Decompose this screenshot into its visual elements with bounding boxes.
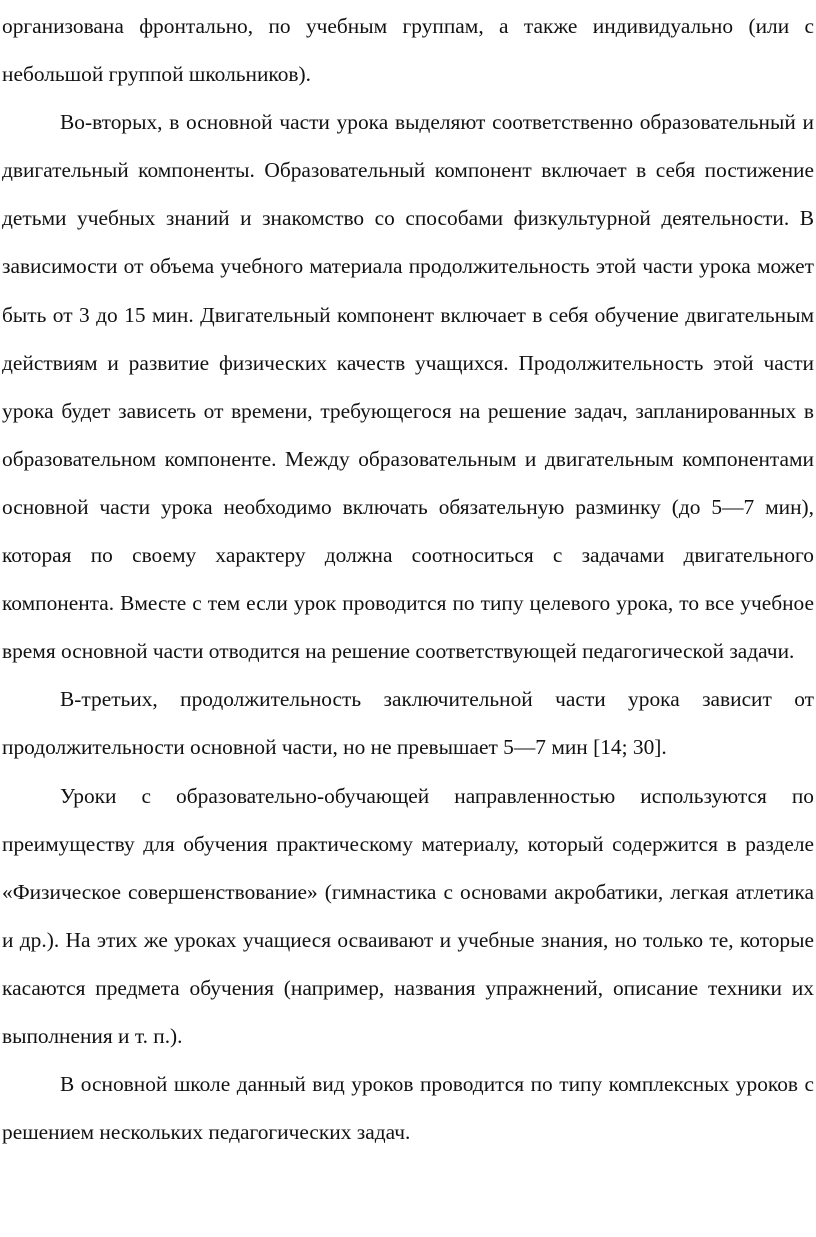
paragraph-basic-school: В основной школе данный вид уроков проводится по типу комплексных уроков с решением нескольких педагогических задач. <box>2 1072 814 1145</box>
paragraph-lesson-types: Уроки с образовательно-обучающей направленностью используются по преимуществу для обучения практическому материалу, который содержится в разделе «Физическое совершенствование» (гимнастика с основами акробатики, легкая атлетика и др.). На этих же уроках учащиеся осваивают и учебные знания, но только те, которые касаются предмета обучения (например, названия упражнений, описание техники их выполнения и т. п.). <box>2 783 814 1048</box>
paragraph-final-part: В-третьих, продолжительность заключительной части урока зависит от продолжительности основной части, но не превышает 5—7 мин [14; 30]. <box>2 687 814 760</box>
paragraph-continuation: организована фронтально, по учебным группам, а также индивидуально (или с небольшой группой школьников). <box>2 14 814 87</box>
paragraph-main-part: Во-вторых, в основной части урока выделяют соответственно образовательный и двигательный компоненты. Образовательный компонент включает в себя постижение детьми учебных знаний и знакомство со способами физкультурной деятельности. В зависимости от объема учебного материала продолжительность этой части урока может быть от 3 до 15 мин. Двигательный компонент включает в себя обучение двигательным действиям и развитие физических качеств учащихся. Продолжительность этой части урока будет зависеть от времени, требующегося на решение задач, запланированных в образовательном компоненте. Между образовательным и двигательным компонентами основной части урока необходимо включать обязательную разминку (до 5—7 мин), которая по своему характеру должна соотноситься с задачами двигательного компонента. Вместе с тем если урок проводится по типу целевого урока, то все учебное время основной части отводится на решение соответствующей педагогической задачи. <box>2 110 814 664</box>
